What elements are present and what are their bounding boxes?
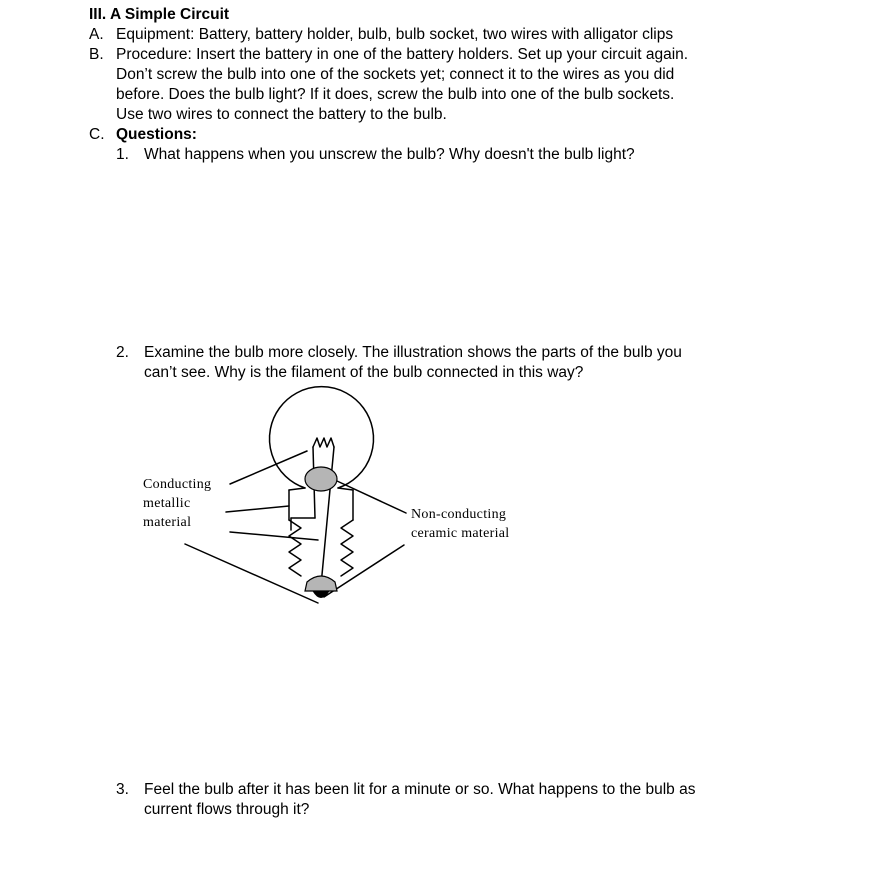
question-3-number: 3. [116,781,129,798]
question-1-number: 1. [116,146,129,163]
left-label-line: metallic [143,496,191,511]
right-label-line: ceramic material [411,526,510,541]
filament-coil [313,438,334,447]
question-1-text: What happens when you unscrew the bulb? Why doesn't the bulb light? [144,146,635,163]
left-label-line: Conducting [143,477,212,492]
left-label-line: material [143,515,192,530]
right-label-line: Non-conducting [411,507,507,522]
procedure-marker: B. [89,46,104,63]
base-contact-tip [313,591,329,598]
pointer-metal-2 [226,506,289,512]
procedure-line: Procedure: Insert the battery in one of the battery holders. Set up your circuit again. [116,46,689,63]
section-title: III. A Simple Circuit [89,6,230,23]
questions-heading: Questions: [116,126,197,143]
ceramic-insulator-top [305,467,337,491]
procedure-line: Use two wires to connect the battery to the bulb. [116,106,447,123]
question-2-number: 2. [116,344,129,361]
questions-marker: C. [89,126,105,143]
procedure-line: Don’t screw the bulb into one of the sockets yet; connect it to the wires as you did [116,66,675,83]
pointer-metal-1 [230,451,307,484]
equipment-marker: A. [89,26,104,43]
bulb-neck-left [289,488,305,490]
question-2-text: can’t see. Why is the filament of the bulb connected in this way? [144,364,584,381]
bulb-neck-right [338,488,353,490]
equipment-text: Equipment: Battery, battery holder, bulb, bulb socket, two wires with alligator clips [116,26,674,43]
question-3-text: Feel the bulb after it has been lit for a minute or so. What happens to the bulb as [144,781,696,798]
procedure-line: before. Does the bulb light? If it does, screw the bulb into one of the bulb sockets. [116,86,675,103]
ceramic-insulator-bottom [305,576,337,591]
pointer-metal-3 [230,532,318,540]
question-2-text: Examine the bulb more closely. The illustration shows the parts of the bulb you [144,344,682,361]
question-3-text: current flows through it? [144,801,310,818]
pointer-ceramic-1 [337,481,406,513]
base-thread-right [341,520,353,576]
